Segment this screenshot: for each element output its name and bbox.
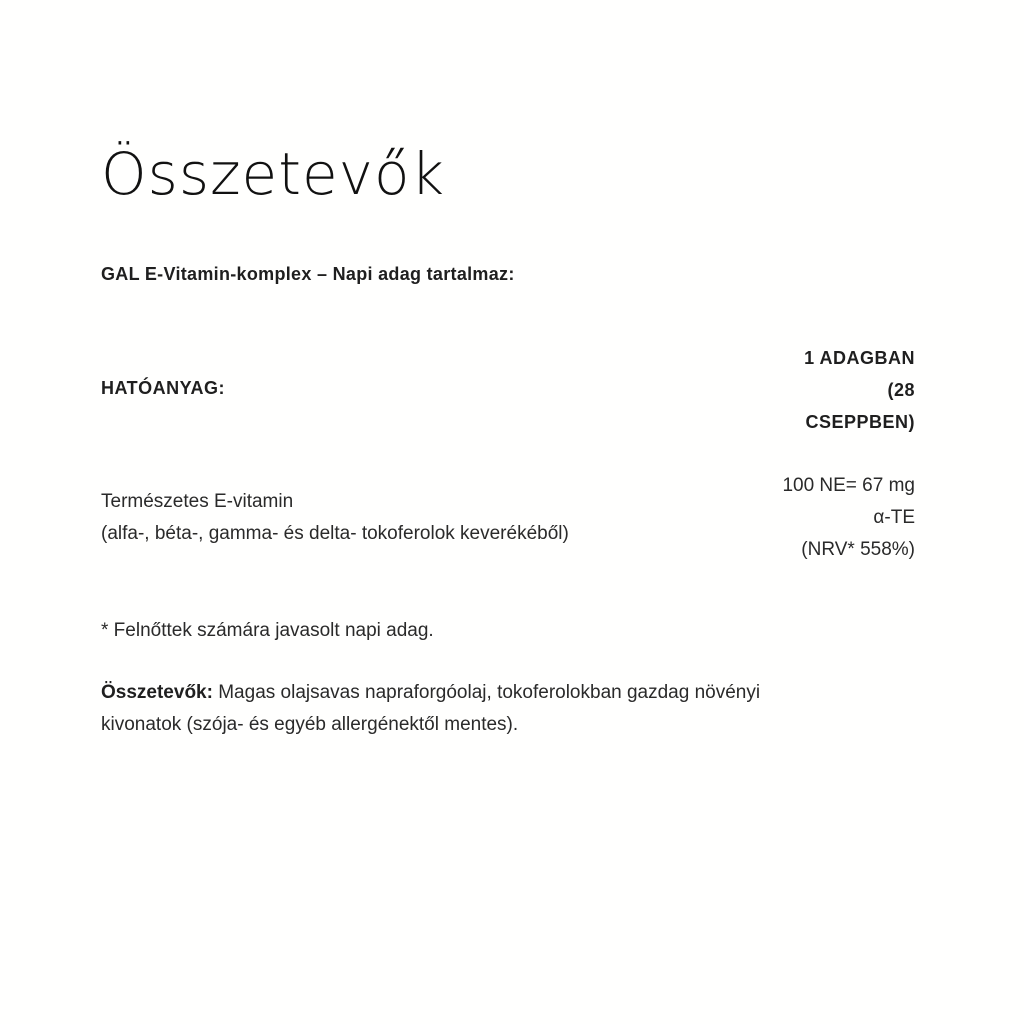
serving-header-line: 1 ADAGBAN (804, 348, 915, 368)
ingredients-label: Összetevők: (101, 682, 213, 703)
ingredients-text-line: Magas olajsavas napraforgóolaj, tokoferolokban gazdag növényi (212, 682, 761, 703)
page-title: Összetevők (101, 140, 446, 208)
ingredient-name-line: (alfa-, béta-, gamma- és delta- tokoferolok keverékéből) (101, 523, 569, 544)
ingredients-paragraph (101, 677, 901, 741)
serving-amount-header (755, 342, 915, 438)
ingredient-amount-line: (NRV* 558%) (801, 539, 915, 560)
ingredient-amount-line: 100 NE= 67 mg (782, 475, 915, 496)
nrv-footnote: * Felnőttek számára javasolt napi adag. (101, 620, 434, 641)
ingredients-text-line: kivonatok (szója- és egyéb allergénektől mentes). (101, 714, 519, 735)
serving-header-line: CSEPPBEN) (805, 412, 915, 432)
ingredient-amount-line: α-TE (873, 507, 915, 528)
product-subtitle: GAL E-Vitamin-komplex – Napi adag tartalmaz: (101, 264, 515, 284)
table-header-row (101, 340, 915, 436)
ingredient-name-line: Természetes E-vitamin (101, 491, 294, 512)
table-row (101, 470, 915, 570)
active-ingredient-header: HATÓANYAG: (101, 378, 226, 398)
ingredient-name (101, 486, 701, 550)
serving-header-line: (28 (887, 380, 915, 400)
ingredient-amount (735, 470, 915, 566)
